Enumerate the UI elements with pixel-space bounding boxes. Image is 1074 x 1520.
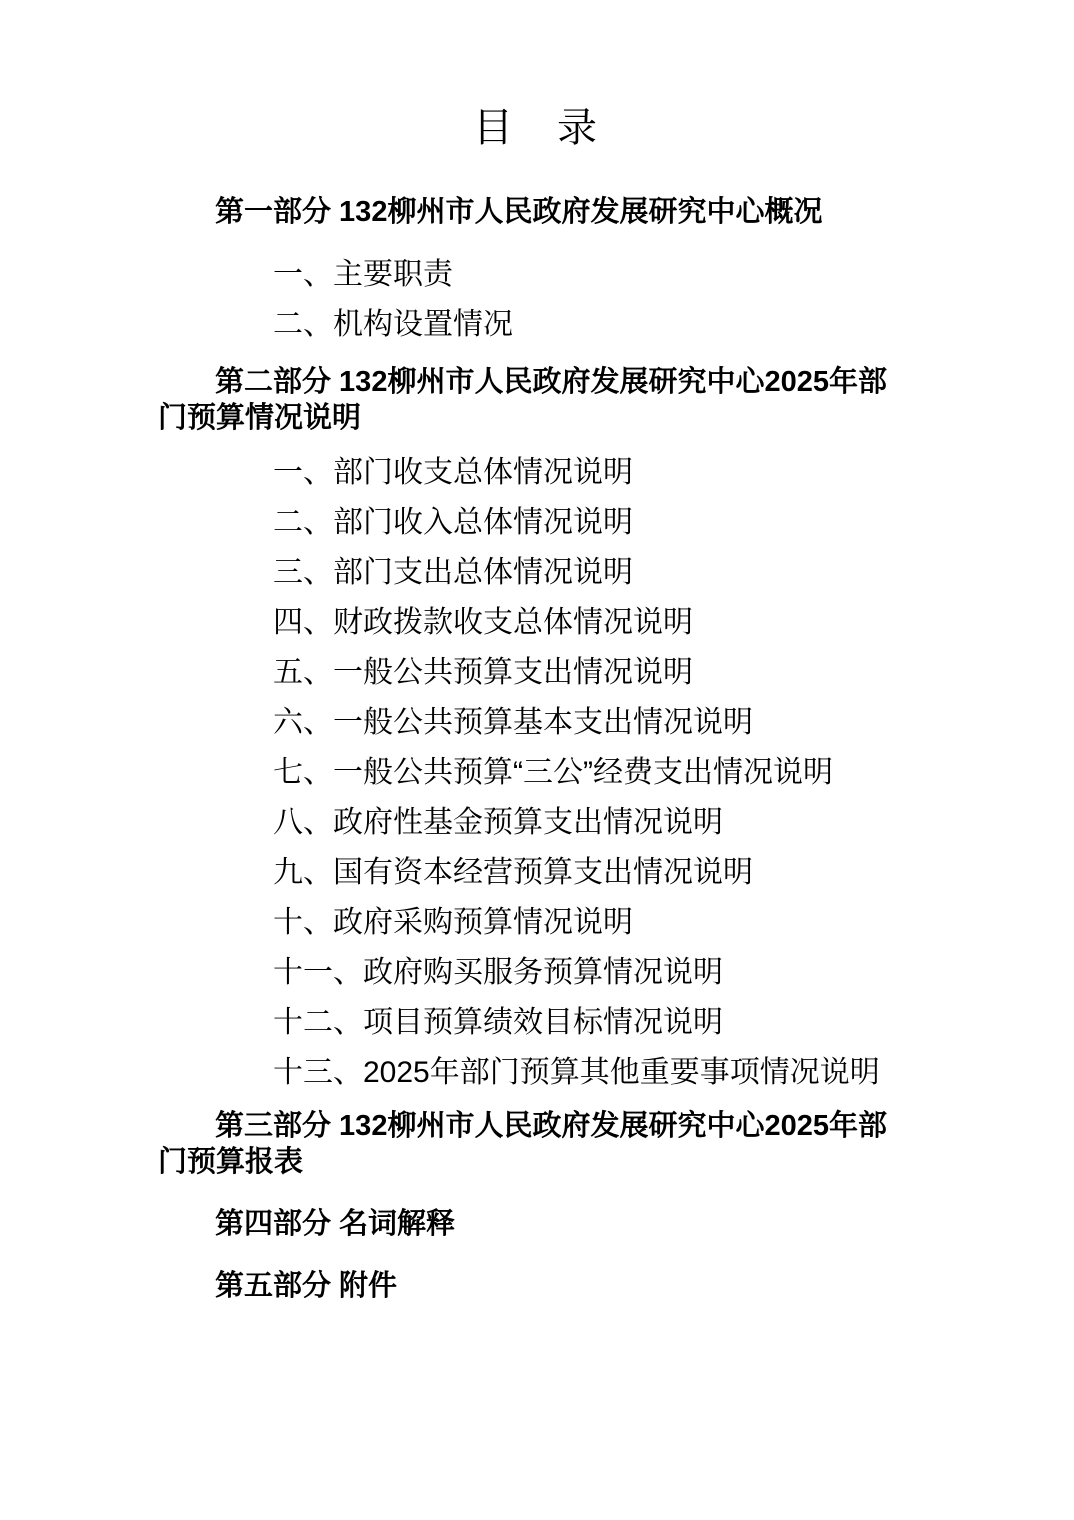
toc-part-heading: 第四部分 名词解释	[215, 1208, 456, 1240]
toc-item: 十二、项目预算绩效目标情况说明	[273, 1006, 723, 1039]
page-title: 目 录	[473, 106, 599, 150]
toc-item: 一、部门收支总体情况说明	[273, 456, 633, 489]
toc-item: 二、机构设置情况	[273, 308, 513, 341]
table-of-contents	[158, 194, 914, 1304]
toc-item: 六、一般公共预算基本支出情况说明	[273, 706, 753, 739]
toc-part-heading: 第三部分 132柳州市人民政府发展研究中心2025年部门预算报表	[158, 1110, 887, 1178]
toc-item: 三、部门支出总体情况说明	[273, 556, 633, 589]
toc-item: 七、一般公共预算“三公”经费支出情况说明	[273, 756, 833, 789]
toc-item: 九、国有资本经营预算支出情况说明	[273, 856, 753, 889]
toc-part-heading: 第一部分 132柳州市人民政府发展研究中心概况	[215, 196, 823, 228]
toc-item: 二、部门收入总体情况说明	[273, 506, 633, 539]
toc-item: 十、政府采购预算情况说明	[273, 906, 633, 939]
toc-part-heading: 第二部分 132柳州市人民政府发展研究中心2025年部门预算情况说明	[158, 366, 887, 434]
toc-part-heading: 第五部分 附件	[215, 1270, 398, 1302]
toc-item: 一、主要职责	[273, 258, 453, 291]
toc-item: 八、政府性基金预算支出情况说明	[273, 806, 723, 839]
toc-item: 五、一般公共预算支出情况说明	[273, 656, 693, 689]
toc-item: 四、财政拨款收支总体情况说明	[273, 606, 693, 639]
toc-item: 十三、2025年部门预算其他重要事项情况说明	[273, 1056, 880, 1089]
toc-item: 十一、政府购买服务预算情况说明	[273, 956, 723, 989]
